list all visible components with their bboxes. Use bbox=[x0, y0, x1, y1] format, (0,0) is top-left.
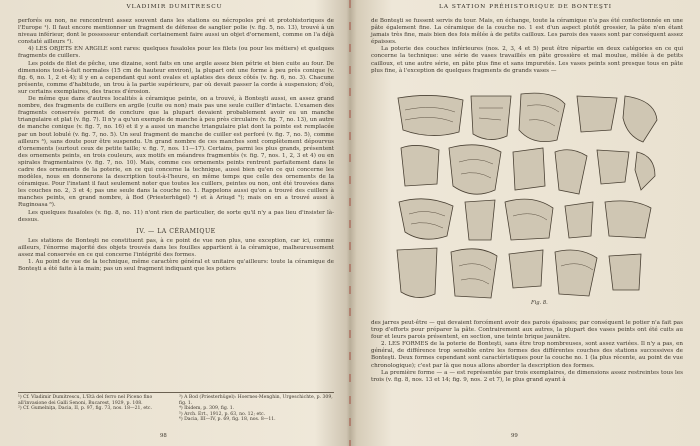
footnote-column bbox=[179, 395, 334, 423]
paragraph: Les stations de Bonteşti ne constituent pas, à ce point de vue non plus, une exception, car ici, comme ailleurs, l'énorme majorité des objets trouvés dans les fouilles appartient à la céramique, malheureusement assez mal conservée en ce qui concerne l'intégrité des formes. bbox=[18, 237, 334, 258]
footnote: ¹) Cf. Vladimir Dumitrescu, L'Età del ferro nel Piceno fino all'invasione dei Galli Senoni, Bucarest, 1929, p. 108. bbox=[18, 395, 153, 406]
paragraph: 2. LES FORMES de la poterie de Bonteşti, sans être trop nombreuses, sont assez variées. Il n'y a pas, en général, de différence trop sensible entre les formes des différentes couches des stations successives de Bonteşti. Deux formes cependant sont caractéristiques pour la couche no. 1 (la plus récente, au point de vue chronologique); c'est par là que nous allons aborder la description des formes. bbox=[371, 341, 683, 369]
footnote: ⁶) Dacia, III—IV, p. 69, fig. 18, nos. 8—11. bbox=[179, 417, 276, 423]
footnote: ²) Cf. Gumelniţa, Dacia, II, p. 97, fig. 73, nos. 18—21, etc. bbox=[18, 406, 152, 412]
paragraph: Les poids de filet de pêche, une dizaine, sont faits en une argile assez bien pétrie et bien cuite au four. De dimensions tout-à-fait normales (15 cm de hauteur environ), la plupart ont une forme à peu près conique (v. fig. 6, no. 1, 2 et 4); il y en a cependant qui sont ovales et aplaties des deux côtés (v. fig. 6, no. 3). Chacune présente, comme d'habitude, un trou à la partie supérieure, par où devait passer la corde à suspension; d'où, sur certains exemplaires, des traces d'érosion. bbox=[18, 60, 334, 95]
footnotes-left bbox=[18, 392, 334, 423]
footnote: ⁵) Arch. Ert., 1912, p. 63, no. 12; etc. bbox=[179, 411, 266, 417]
paragraph: de Bonteşti se fussent servis du tour. Mais, en échange, toute la céramique n'a pas été confectionnée en une pâte également fine. La céramique de la couche no. 1 est d'un aspect plutôt grossier, la pâte n'en étant jamais très fine, mais bien des fois mêlée à de petits cailloux. Les parois des vases sont par conséquent assez épaisses. bbox=[371, 18, 683, 46]
running-head-right: LA STATION PRÉHISTORIQUE DE BONTEŞTI bbox=[438, 4, 613, 10]
footnote-column bbox=[18, 395, 173, 423]
left-page bbox=[0, 0, 349, 446]
left-body bbox=[18, 18, 334, 273]
section-title: IV. — LA CÉRAMIQUE bbox=[136, 227, 216, 235]
right-page bbox=[351, 0, 700, 446]
paragraph: De même que dans d'autres localités à céramique peinte, on a trouvé, à Bonteşti aussi, en assez grand nombre, des fragments de cuillers en argile (cuite ou non) mais pas une seule cuiller d'intacte. L'examen des fragments conservés permet de conclure que la plupart devaient probablement avoir eu un manche triangulaire et plat (v. fig. 7). Il n'y a qu'un exemple de manche à peu près circulaire (v. fig. 7, no. 13), un autre de manche conique (v. fig. 7, no. 16) et il y a aussi un manche triangulaire plat dont la pointe est remplacée par un bout lobulé (v. fig. 7, no. 5). Un seul fragment de manche de cuiller est perforé (v. fig. 7, no. 5), comme ailleurs ³), sans doute pour être suspendu. Un grand nombre de ces manches sont complètement dépourvus d'ornements (surtout ceux de petite taille; v. fig. 7, nos. 11—17). Certains, parmi les plus grands, présentent des ornements peints, en trois couleurs, aux motifs en méandres fragmentés (v. fig. 7, nos. 1, 2, 3 et 4) ou en spirales fragmentaires (v. fig. 7, no. 10). Mais, comme ces ornements peints rentrent parfaitement dans le cadre des ornements de la poterie, en ce qui concerne la technique, aussi bien qu'en ce qui concerne les modèles, nous en donnerons la description tout-à-l'heure, en même temps que celle des ornements de la céramique. Pour l'instant il faut seulement noter que toutes les cuillers, peintes ou non, ont été trouvées dans les couches no. 2, 3 et 4; pas une seule dans la couche no. 1. Rappelons aussi qu'on a trouvé des cuillers à manches peints, en grand nombre, à Bod (Priesterhügel) ⁴) et à Ariuşd ⁵); mais on en a trouvé aussi à Ruginoasa ⁶). bbox=[18, 96, 334, 209]
paragraph: des jarres peut-être — qui devaient forcément avoir des parois épaisses; par conséquent le potier n'a fait pas trop d'efforts pour préparer la pâte. Contrairement aux autres, la plupart des vases peints ont été cuits au four et leurs parois présentent, en section, une teinte brique jaunâtre. bbox=[371, 320, 683, 341]
paragraph: Les quelques fusaïoles (v. fig. 8, no. 11) n'ont rien de particulier, de sorte qu'il n'y a pas lieu d'insister là-dessus. bbox=[18, 209, 334, 223]
right-body-bottom bbox=[371, 320, 683, 384]
paragraph: perforés ou non, ne rencontrent assez souvent dans les stations ou nécropoles pré et protohistoriques de l'Europe ¹). Il faut encore mentionner un fragment de défense de sanglier polie (v. fig. 5, no. 13), trouvé à un niveau inférieur, dont le possesseur entendait certainement faire aussi un objet d'ornement, comme on l'a déjà constaté ailleurs ²). bbox=[18, 18, 334, 46]
right-body-top bbox=[371, 18, 683, 75]
paragraph: 4) LES OBJETS EN ARGILE sont rares: quelques fusaïoles pour les filets (ou pour les métiers) et quelques fragments de cuillers. bbox=[18, 46, 334, 60]
footnote: ³) A Bod (Priesterhügel): Hoernes-Menghin, Urgeschichte, p. 309, fig. 1. bbox=[179, 395, 333, 406]
paragraph: La poterie des couches inférieures (nos. 2, 3, 4 et 5) peut être répartie en deux catégories en ce qui concerne la technique: une série de vases travaillés en pâte grossière et mal moulue, mêlée à de petits cailloux, et une autre série, en pâte plus fine et sans impuretés. Les vases peints sont presque tous en pâte plus fine, à l'exception de quelques fragments de grands vases — bbox=[371, 46, 683, 74]
page-number-left: 98 bbox=[160, 432, 167, 439]
pottery-fragments-figure bbox=[393, 90, 663, 312]
page-number-right: 99 bbox=[511, 432, 518, 439]
footnote: ⁴) Ibidem, p. 309, fig. 1. bbox=[179, 406, 235, 412]
running-head-left: VLADIMIR DUMITRESCU bbox=[126, 4, 223, 10]
paragraph: La première forme — a — est représentée par trois exemplaires, de dimensions assez restreintes tous les trois (v. fig. 8, nos. 13 et 14; fig. 9, nos. 2 et 7), le plus grand ayant à bbox=[371, 369, 683, 383]
figure-caption: Fig. 8. bbox=[531, 300, 548, 306]
paragraph: 1. Au point de vue de la technique, même caractère général et unitaire qu'ailleurs: toute la céramique de Bonteşti a été faite à la main; pas un seul fragment indiquant que les potiers bbox=[18, 259, 334, 273]
